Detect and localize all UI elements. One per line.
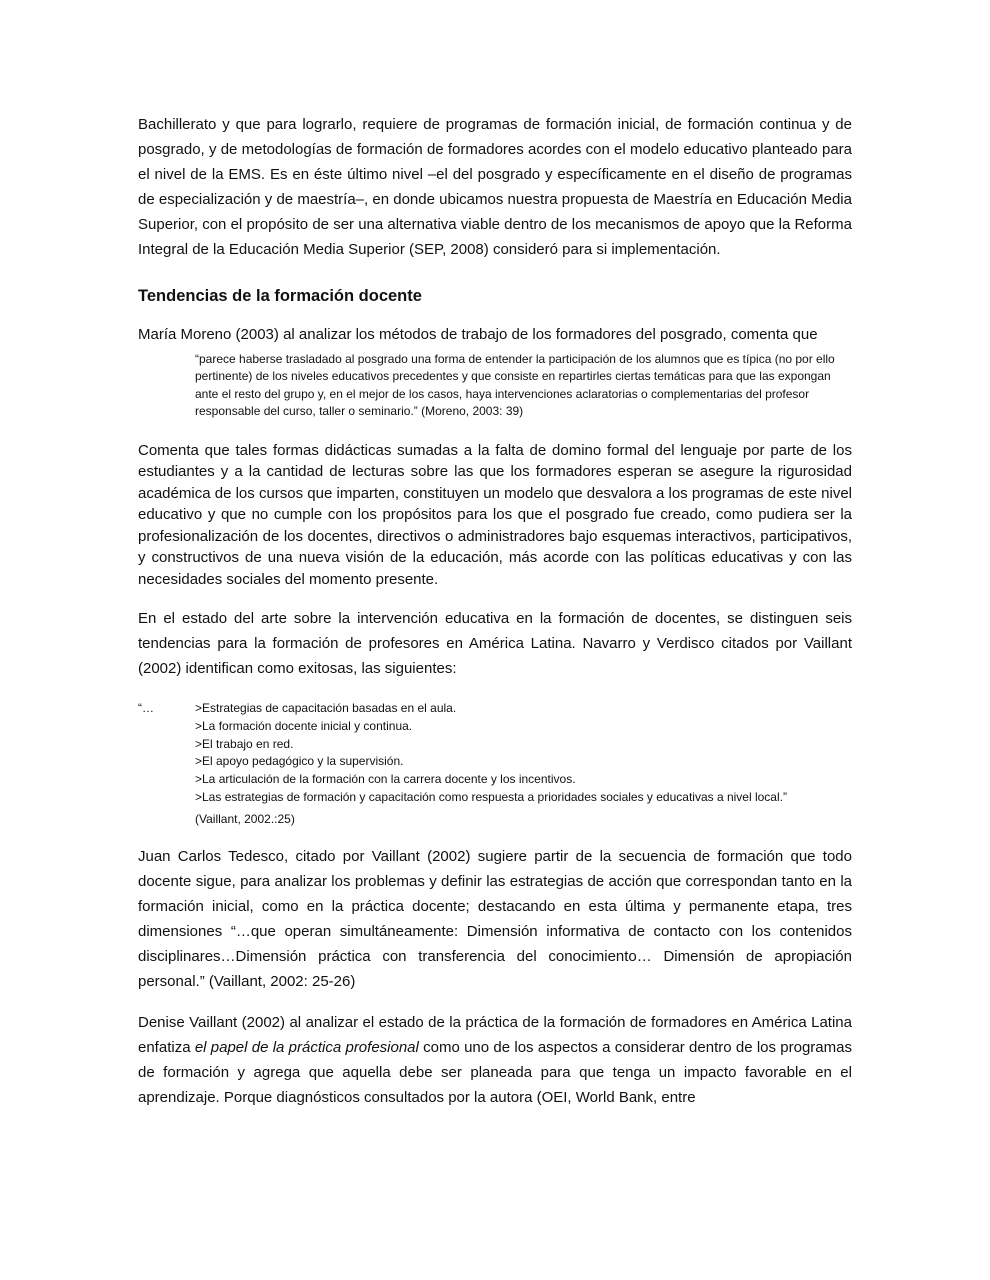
list-citation: (Vaillant, 2002.:25) bbox=[195, 811, 295, 826]
quoted-list bbox=[138, 700, 852, 828]
tendencias-list bbox=[195, 700, 852, 807]
document-page bbox=[138, 112, 852, 1110]
list-item: >La articulación de la formación con la carrera docente y los incentivos. bbox=[195, 772, 576, 787]
paragraph-estado-del-arte: En el estado del arte sobre la intervención educativa en la formación de docentes, se distinguen seis tendencias para la formación de profesores en América Latina. Navarro y Verdisco citados por Vaillant (2002) identifican como exitosas, las siguientes: bbox=[138, 610, 852, 677]
paragraph-moreno: María Moreno (2003) al analizar los métodos de trabajo de los formadores del posgrado, comenta que bbox=[138, 326, 818, 343]
paragraph-formas-didacticas: Comenta que tales formas didácticas sumadas a la falta de domino formal del lenguaje por parte de los estudiantes y a la cantidad de lecturas sobre las que los formadores esperan se asegure la rigurosidad académica de los cursos que imparten, constituyen un modelo que desvalora a los programas de este nivel educativo y que no cumple con los propósitos para los que el posgrado fue creado, como pudiera ser la profesionalización de los docentes, directivos o administradores bajo esquemas interactivos, participativos, y constructivos de una nueva visión de la educación, más acorde con las políticas educativas y con las necesidades sociales del momento presente. bbox=[138, 441, 852, 588]
list-open-quote: “… bbox=[138, 701, 154, 715]
list-item: >El trabajo en red. bbox=[195, 736, 294, 751]
list-item: >Las estrategias de formación y capacitación como respuesta a prioridades sociales y educativas a nivel local.” bbox=[195, 789, 787, 804]
block-quote-moreno: “parece haberse trasladado al posgrado una forma de entender la participación de los alumnos que es típica (no por ello pertinente) de los niveles educativos precedentes y que consiste en repartirles ciertas temáticas para que las expongan ante el resto del grupo y, en el mejor de los casos, haya intervenciones aclaratorias o complementarias del profesor responsable del curso, taller o seminario.” (Moreno, 2003: 39) bbox=[195, 351, 835, 418]
section-heading: Tendencias de la formación docente bbox=[138, 287, 422, 305]
list-item: >La formación docente inicial y continua. bbox=[195, 718, 413, 733]
list-item: >El apoyo pedagógico y la supervisión. bbox=[195, 754, 404, 769]
paragraph-vaillant-end: como uno de los aspectos a considerar dentro de los programas de formación y agrega que aquella debe ser planeada para que tenga un impacto favorable en el aprendizaje. Porque diagnósticos consultados por la autora (OEI, World Bank, entre bbox=[138, 1038, 852, 1106]
paragraph-vaillant-start: Denise Vaillant (2002) al analizar el estado de la práctica de la formación de formadores en América Latina enfatiza bbox=[138, 1013, 852, 1056]
paragraph-tedesco: Juan Carlos Tedesco, citado por Vaillant (2002) sugiere partir de la secuencia de formación que todo docente sigue, para analizar los problemas y definir las estrategias de acción que correspondan tanto en la formación inicial, como en la práctica docente; destacando en esta última y permanente etapa, tres dimensiones “…que operan simultáneamente: Dimensión informativa de contacto con los contenidos disciplinares…Dimensión práctica con transferencia del conocimiento… Dimensión de apropiación personal.” (Vaillant, 2002: 25-26) bbox=[138, 847, 852, 990]
paragraph-vaillant bbox=[138, 1010, 852, 1110]
list-item: >Estrategias de capacitación basadas en el aula. bbox=[195, 701, 457, 715]
paragraph-bachillerato: Bachillerato y que para lograrlo, requiere de programas de formación inicial, de formación continua y de posgrado, y de metodologías de formación de formadores acordes con el modelo educativo planteado para el nivel de la EMS. Es en éste último nivel –el del posgrado y específicamente en el diseño de programas de especialización y de maestría–, en donde ubicamos nuestra propuesta de Maestría en Educación Media Superior, con el propósito de ser una alternativa viable dentro de los mecanismos de apoyo que la Reforma Integral de la Educación Media Superior (SEP, 2008) consideró para si implementación. bbox=[138, 116, 852, 258]
emphasis-practica-profesional: el papel de la práctica profesional bbox=[194, 1038, 419, 1056]
